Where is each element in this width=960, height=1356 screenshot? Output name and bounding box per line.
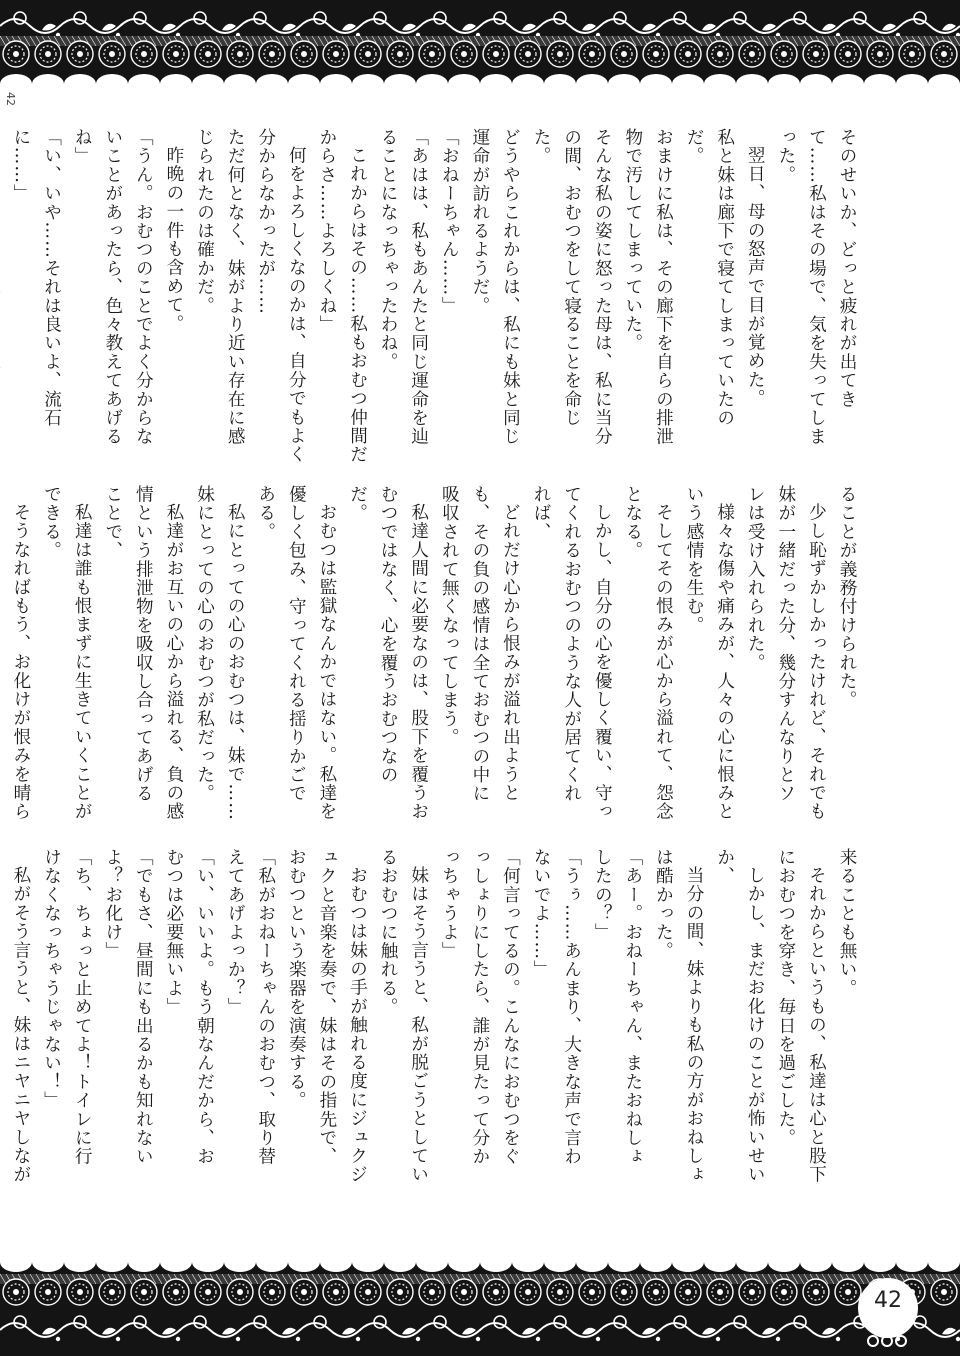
paragraph: どうやらこれからは、私にも妹と同じ運命が訪れるようだ。 bbox=[469, 128, 521, 446]
paragraph: そんな私の姿に怒った母は、私に当分の間、おむつをして寝ることを命じた。 bbox=[531, 128, 613, 446]
top-lace-border bbox=[0, 0, 960, 84]
paragraph: 私達人間に必要なのは、股下を覆うおむつではなく、心を覆うおむつなのだ。 bbox=[347, 485, 429, 821]
text-tier-3 bbox=[10, 848, 862, 1184]
paragraph: 昨晩の一件も含めて。 bbox=[163, 145, 184, 333]
paragraph: ただ何となく、妹がより近い存在に感じられたのは確かだ。 bbox=[194, 128, 246, 446]
paragraph: 「おねーちゃん……」 bbox=[439, 128, 460, 315]
paragraph: 「うん。おむつのことでよく分からないことがあったら、色々教えてあげるね」 bbox=[72, 128, 154, 446]
bottom-lace-border bbox=[0, 1262, 960, 1356]
paragraph: 「あー。おねーちゃん、またおねしょしたの？」 bbox=[592, 848, 643, 1166]
paragraph: しかし、自分の心を優しく覆い、守ってくれるおむつのような人が居てくれれば、 bbox=[531, 485, 613, 821]
paragraph: 「私がおねーちゃんのおむつ、取り替えてあげよっか？」 bbox=[225, 848, 276, 1166]
paragraph: 当分の間、妹よりも私の方がおねしょは酷かった。 bbox=[653, 848, 705, 1184]
paragraph: おむつは妹の手が触れる度にジュクジュクと音楽を奏で、妹はその指先で、おむつという楽器を演奏する。 bbox=[286, 848, 368, 1184]
paragraph: おむつは監獄なんかではない。私達を優しく包み、守ってくれる揺りかごである。 bbox=[255, 485, 337, 821]
paragraph: そしてその恨みが心から溢れて、怨念となる。 bbox=[622, 485, 674, 821]
paragraph: 「でもさ、昼間にも出るかも知れないよ？お化け」 bbox=[102, 848, 154, 1166]
page-dots-ornament bbox=[866, 1334, 914, 1348]
paragraph: おまけに私は、その廊下を自らの排泄物で汚してしまっていた。 bbox=[622, 128, 674, 446]
paragraph: 私達は誰も恨まずに生きていくことができる。 bbox=[41, 485, 93, 821]
paragraph: 「い、いいよ。もう朝なんだから、おむつは必要無いよ」 bbox=[163, 848, 215, 1166]
top-lace-ornament bbox=[0, 0, 960, 84]
paragraph: しかし、まだお化けのことが怖いせいか、 bbox=[714, 848, 766, 1184]
paragraph: 「い、いや……それは良いよ、流石に……」 bbox=[10, 128, 62, 428]
paragraph: ることが義務付けられた。 bbox=[837, 485, 857, 710]
paragraph: 様々な傷や痛みが、人々の心に恨みという感情を生む。 bbox=[684, 485, 735, 821]
text-tier-1 bbox=[10, 128, 862, 464]
paragraph: 少し恥ずかしかったけれど、それでも妹が一緒だった分、幾分すんなりとソレは受け入れられた。 bbox=[745, 485, 827, 821]
bottom-lace-ornament bbox=[0, 1262, 960, 1356]
paragraph: 私がそう言うと、妹はニヤニヤしなが bbox=[10, 865, 31, 1184]
paragraph: 来ることも無い。 bbox=[837, 848, 857, 998]
paragraph bbox=[0, 128, 5, 464]
paragraph: そうなればもう、お化けが恨みを晴ら bbox=[10, 502, 31, 821]
page-number-badge bbox=[858, 1278, 918, 1338]
side-page-number: 42 bbox=[4, 92, 17, 106]
paragraph: それからというもの、私達は心と股下におむつを穿き、毎日を過ごした。 bbox=[775, 848, 827, 1184]
paragraph: 「うぅ……あんまり、大きな声で言わないでよ……」 bbox=[531, 848, 582, 1166]
paragraph: 「あはは、私もあんたと同じ運命を辿ることになっちゃったわね。 bbox=[378, 128, 429, 446]
paragraph: 翌日、母の怒声で目が覚めた。 bbox=[745, 145, 766, 408]
paragraph: 私と妹は廊下で寝てしまっていたのだ。 bbox=[684, 128, 735, 428]
paragraph: 何をよろしくなのかは、自分でもよく分からなかったが…… bbox=[255, 128, 307, 464]
paragraph: どれだけ心から恨みが溢れ出ようとも、その負の感情は全ておむつの中に吸収されて無くなってしまう。 bbox=[439, 485, 521, 803]
paragraph: 私達がお互いの心から溢れる、負の感情という排泄物を吸収し合ってあげることで、 bbox=[102, 485, 184, 821]
paragraph: そのせいか、どっと疲れが出てきて……私はその場で、気を失ってしまった。 bbox=[775, 128, 857, 446]
page-number: 42 bbox=[874, 1288, 902, 1313]
paragraph: 妹はそう言うと、私が脱ごうとしているおむつに触れる。 bbox=[378, 848, 429, 1184]
paragraph: 私にとっての心のおむつは、妹で……妹にとっての心のおむつが私だった。 bbox=[194, 485, 246, 821]
paragraph: これからはその……私もおむつ仲間だからさ……よろしくね」 bbox=[316, 128, 368, 464]
paragraph: 「ち、ちょっと止めてよ！トイレに行けなくなっちゃうじゃない！」 bbox=[41, 848, 93, 1166]
paragraph: 「何言ってるの。こんなにおむつをぐっしょりにしたら、誰が見たって分かっちゃうよ」 bbox=[439, 848, 521, 1166]
text-tier-2 bbox=[10, 485, 862, 821]
